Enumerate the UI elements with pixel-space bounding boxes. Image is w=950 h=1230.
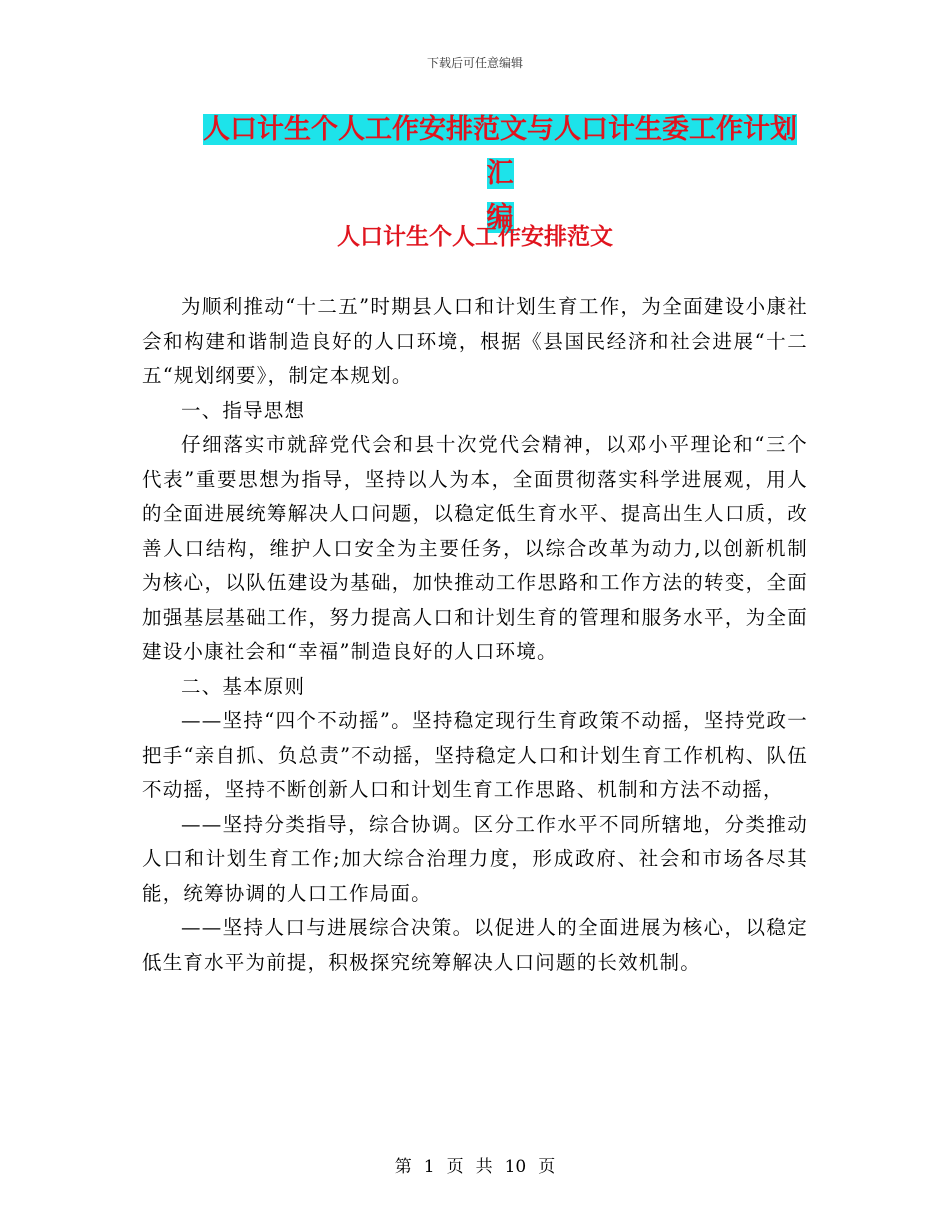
footer-page-number: 1 xyxy=(423,1157,435,1177)
footer-total-pages: 10 xyxy=(504,1157,527,1177)
page-footer xyxy=(0,1152,950,1177)
paragraph-principle-3: ——坚持人口与进展综合决策。以促进人的全面进展为核心，以稳定低生育水平为前提，积极探究统筹解决人口问题的长效机制。 xyxy=(142,916,808,974)
paragraph-guiding-thought: 仔细落实市就辞党代会和县十次党代会精神，以邓小平理论和“三个代表”重要思想为指导，坚持以人为本，全面贯彻落实科学进展观，用人的全面进展统筹解决人口问题，以稳定低生育水平、提高出生人口质，改善人口结构，维护人口安全为主要任务，以综合改革为动力,以创新机制为核心，以队伍建设为基础，加快推动工作思路和工作方法的转变，全面加强基层基础工作，努力提高人口和计划生育的管理和服务水平，为全面建设小康社会和“幸福”制造良好的人口环境。 xyxy=(142,433,808,663)
section-subtitle: 人口计生个人工作安排范文 xyxy=(337,224,613,250)
document-body xyxy=(142,290,808,980)
footer-label-ye: 页 xyxy=(446,1157,464,1177)
heading-basic-principles: 二、基本原则 xyxy=(181,674,306,698)
page-header-note: 下载后可任意编辑 xyxy=(426,56,523,70)
paragraph-principle-2: ——坚持分类指导，综合协调。区分工作水平不同所辖地，分类推动人口和计划生育工作;加大综合治理力度，形成政府、社会和市场各尽其能，统筹协调的人口工作局面。 xyxy=(142,812,808,905)
title-line-1: 人口计生个人工作安排范文与人口计生委工作计划汇 xyxy=(203,114,797,189)
paragraph-intro: 为顺利推动“十二五”时期县人口和计划生育工作，为全面建设小康社会和构建和谐制造良好的人口环境，根据《县国民经济和社会进展“十二五“规划纲要》，制定本规划。 xyxy=(142,295,808,387)
footer-label-gong: 共 xyxy=(475,1157,493,1177)
footer-label-di: 第 xyxy=(394,1157,412,1177)
paragraph-principle-1: ——坚持“四个不动摇”。坚持稳定现行生育政策不动摇，坚持党政一把手“亲自抓、负总责”不动摇，坚持稳定人口和计划生育工作机构、队伍不动摇，坚持不断创新人口和计划生育工作思路、机制和方法不动摇， xyxy=(142,709,808,801)
footer-label-ye-2: 页 xyxy=(538,1157,556,1177)
heading-guiding-thought: 一、指导思想 xyxy=(181,398,306,422)
title-line-2: 编 xyxy=(486,202,514,233)
